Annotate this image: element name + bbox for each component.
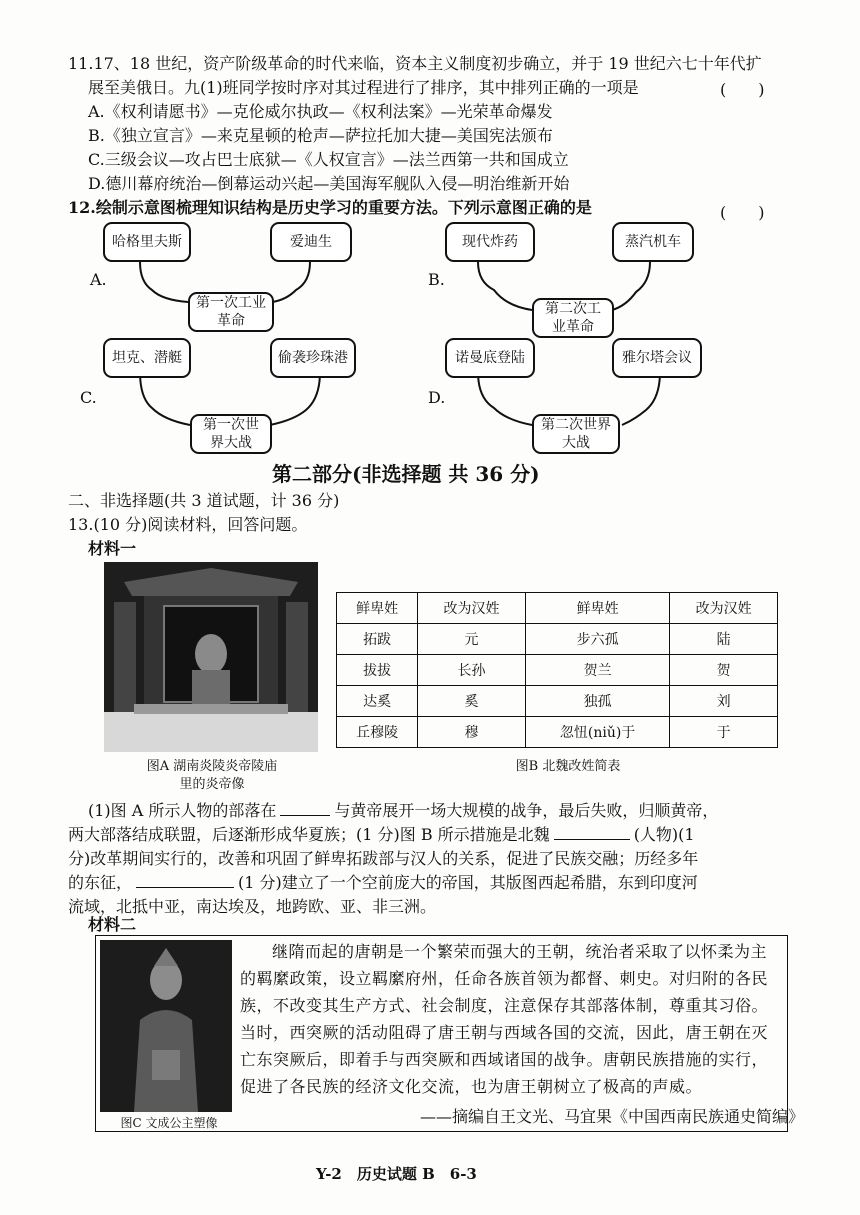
table-row [337, 624, 778, 655]
table-cell: 于 [670, 717, 778, 748]
q1-text: 与黄帝展开一场大规模的战争，最后失败，归顺黄帝， [334, 801, 719, 820]
wencheng-statue-image [100, 940, 232, 1112]
q1-line2 [68, 824, 695, 846]
diagram-d-right-box: 雅尔塔会议 [612, 338, 702, 378]
q1-text: (1 分)建立了一个空前庞大的帝国，其版图西起希腊，东到印度河 [238, 873, 698, 892]
q1-text: (1)图 A 所示人物的部落在 [88, 801, 277, 820]
q11-option-b: B.《独立宣言》—来克星顿的枪声—萨拉托加大捷—美国宪法颁布 [88, 126, 553, 145]
q13-stem: 13.(10 分)阅读材料，回答问题。 [68, 515, 308, 534]
q11-option-a: A.《权利请愿书》—克伦威尔执政—《权利法案》—光荣革命爆发 [88, 102, 553, 121]
diagram-c-center-box: 第一次世界大战 [190, 414, 272, 454]
q1-text: 两大部落结成联盟，后逐渐形成华夏族；(1 分)图 B 所示措施是北魏 [68, 825, 550, 844]
table-cell: 独孤 [525, 686, 669, 717]
q1-line3: 分)改革期间实行的，改善和巩固了鲜卑拓跋部与汉人的关系，促进了民族交融；历经多年 [68, 849, 699, 868]
table-cell: 忽忸(niǔ)于 [525, 717, 669, 748]
q1-line1 [88, 800, 718, 822]
figure-c-photo [100, 940, 232, 1112]
material2-source: ——摘编自王文光、马宜果《中国西南民族通史简编》 [420, 1107, 805, 1126]
table-cell: 达奚 [337, 686, 418, 717]
q1-line4 [68, 872, 698, 894]
table-cell: 穆 [418, 717, 526, 748]
table-row [337, 686, 778, 717]
table-header-row [337, 593, 778, 624]
page-footer: Y-2 历史试题 B 6-3 [316, 1165, 477, 1183]
material1-label: 材料一 [88, 539, 137, 558]
q1-text: 的东征， [68, 873, 133, 892]
diagram-b-label: B. [428, 270, 445, 289]
q12-stem: 12.绘制示意图梳理知识结构是历史学习的重要方法。下列示意图正确的是 [68, 198, 592, 217]
figure-a-caption-line2: 里的炎帝像 [179, 777, 245, 792]
table-cell: 贺 [670, 655, 778, 686]
diagram-a-left-box: 哈格里夫斯 [103, 222, 191, 262]
q12-answer-paren[interactable]: ( ) [720, 203, 765, 222]
answer-blank-3[interactable] [136, 872, 234, 888]
q11-option-c: C.三级会议—攻占巴士底狱—《人权宣言》—法兰西第一共和国成立 [88, 150, 569, 169]
q1-line5: 流域，北抵中亚，南达埃及，地跨欧、亚、非三洲。 [68, 897, 437, 916]
q1-text: (人物)(1 [633, 825, 695, 844]
figure-a-photo [104, 562, 318, 752]
table-cell: 奚 [418, 686, 526, 717]
yandi-statue-image [104, 562, 318, 752]
diagram-a-label: A. [90, 270, 107, 289]
table-cell: 贺兰 [525, 655, 669, 686]
table-header-cell: 鲜卑姓 [525, 593, 669, 624]
surname-table [336, 592, 778, 748]
q11-stem-line1: 11.17、18 世纪，资产阶级革命的时代来临，资本主义制度初步确立，并于 19 世纪六七十年代扩 [68, 54, 762, 73]
table-cell: 长孙 [418, 655, 526, 686]
table-cell: 元 [418, 624, 526, 655]
diagram-c-label: C. [80, 388, 97, 407]
diagram-c-right-box: 偷袭珍珠港 [270, 338, 356, 378]
table-header-cell: 鲜卑姓 [337, 593, 418, 624]
table-cell: 丘穆陵 [337, 717, 418, 748]
table-header-cell: 改为汉姓 [670, 593, 778, 624]
diagram-d-left-box: 诺曼底登陆 [445, 338, 535, 378]
material2-text: 继隋而起的唐朝是一个繁荣而强大的王朝，统治者采取了以怀柔为主的羁縻政策，设立羁縻府州，任命各族首领为都督、刺史。对归附的各民族，不改变其生产方式、社会制度，注意保存其部落体制，尊重其习俗。当时，西突厥的活动阻碍了唐王朝与西域各国的交流，因此，唐王朝在灭亡东突厥后，即着手与西突厥和西域诸国的战争。唐朝民族措施的实行，促进了各民族的经济文化交流，也为唐王朝树立了极高的声威。 [240, 942, 769, 1096]
part2-title: 第二部分(非选择题 共 36 分) [272, 462, 540, 486]
diagram-a-right-box: 爱迪生 [270, 222, 352, 262]
figure-c-caption: 图C 文成公主塑像 [120, 1116, 218, 1130]
figure-b-caption: 图B 北魏改姓简表 [515, 759, 621, 774]
table-row [337, 655, 778, 686]
diagram-b-center-box: 第二次工业革命 [532, 298, 614, 338]
q11-answer-paren[interactable]: ( ) [720, 80, 765, 99]
diagram-b-right-box: 蒸汽机车 [612, 222, 694, 262]
table-row [337, 717, 778, 748]
diagram-d-label: D. [428, 388, 446, 407]
section-heading: 二、非选择题(共 3 道试题，计 36 分) [68, 491, 340, 510]
q11-stem-line2: 展至美俄日。九(1)班同学按时序对其过程进行了排序，其中排列正确的一项是 [88, 78, 639, 97]
table-cell: 陆 [670, 624, 778, 655]
diagram-d-center-box: 第二次世界大战 [532, 414, 620, 454]
figure-a-caption-line1: 图A 湖南炎陵炎帝陵庙 [146, 759, 278, 774]
material2-label: 材料二 [88, 915, 137, 934]
answer-blank-2[interactable] [554, 824, 630, 840]
table-cell: 拓跋 [337, 624, 418, 655]
table-header-cell: 改为汉姓 [418, 593, 526, 624]
diagram-b-left-box: 现代炸药 [445, 222, 535, 262]
table-cell: 刘 [670, 686, 778, 717]
q11-option-d: D.德川幕府统治—倒幕运动兴起—美国海军舰队入侵—明治维新开始 [88, 174, 570, 193]
table-cell: 步六孤 [525, 624, 669, 655]
diagram-c-left-box: 坦克、潜艇 [103, 338, 191, 378]
table-cell: 拔拔 [337, 655, 418, 686]
answer-blank-1[interactable] [280, 800, 330, 816]
diagram-a-center-box: 第一次工业革命 [188, 292, 274, 332]
